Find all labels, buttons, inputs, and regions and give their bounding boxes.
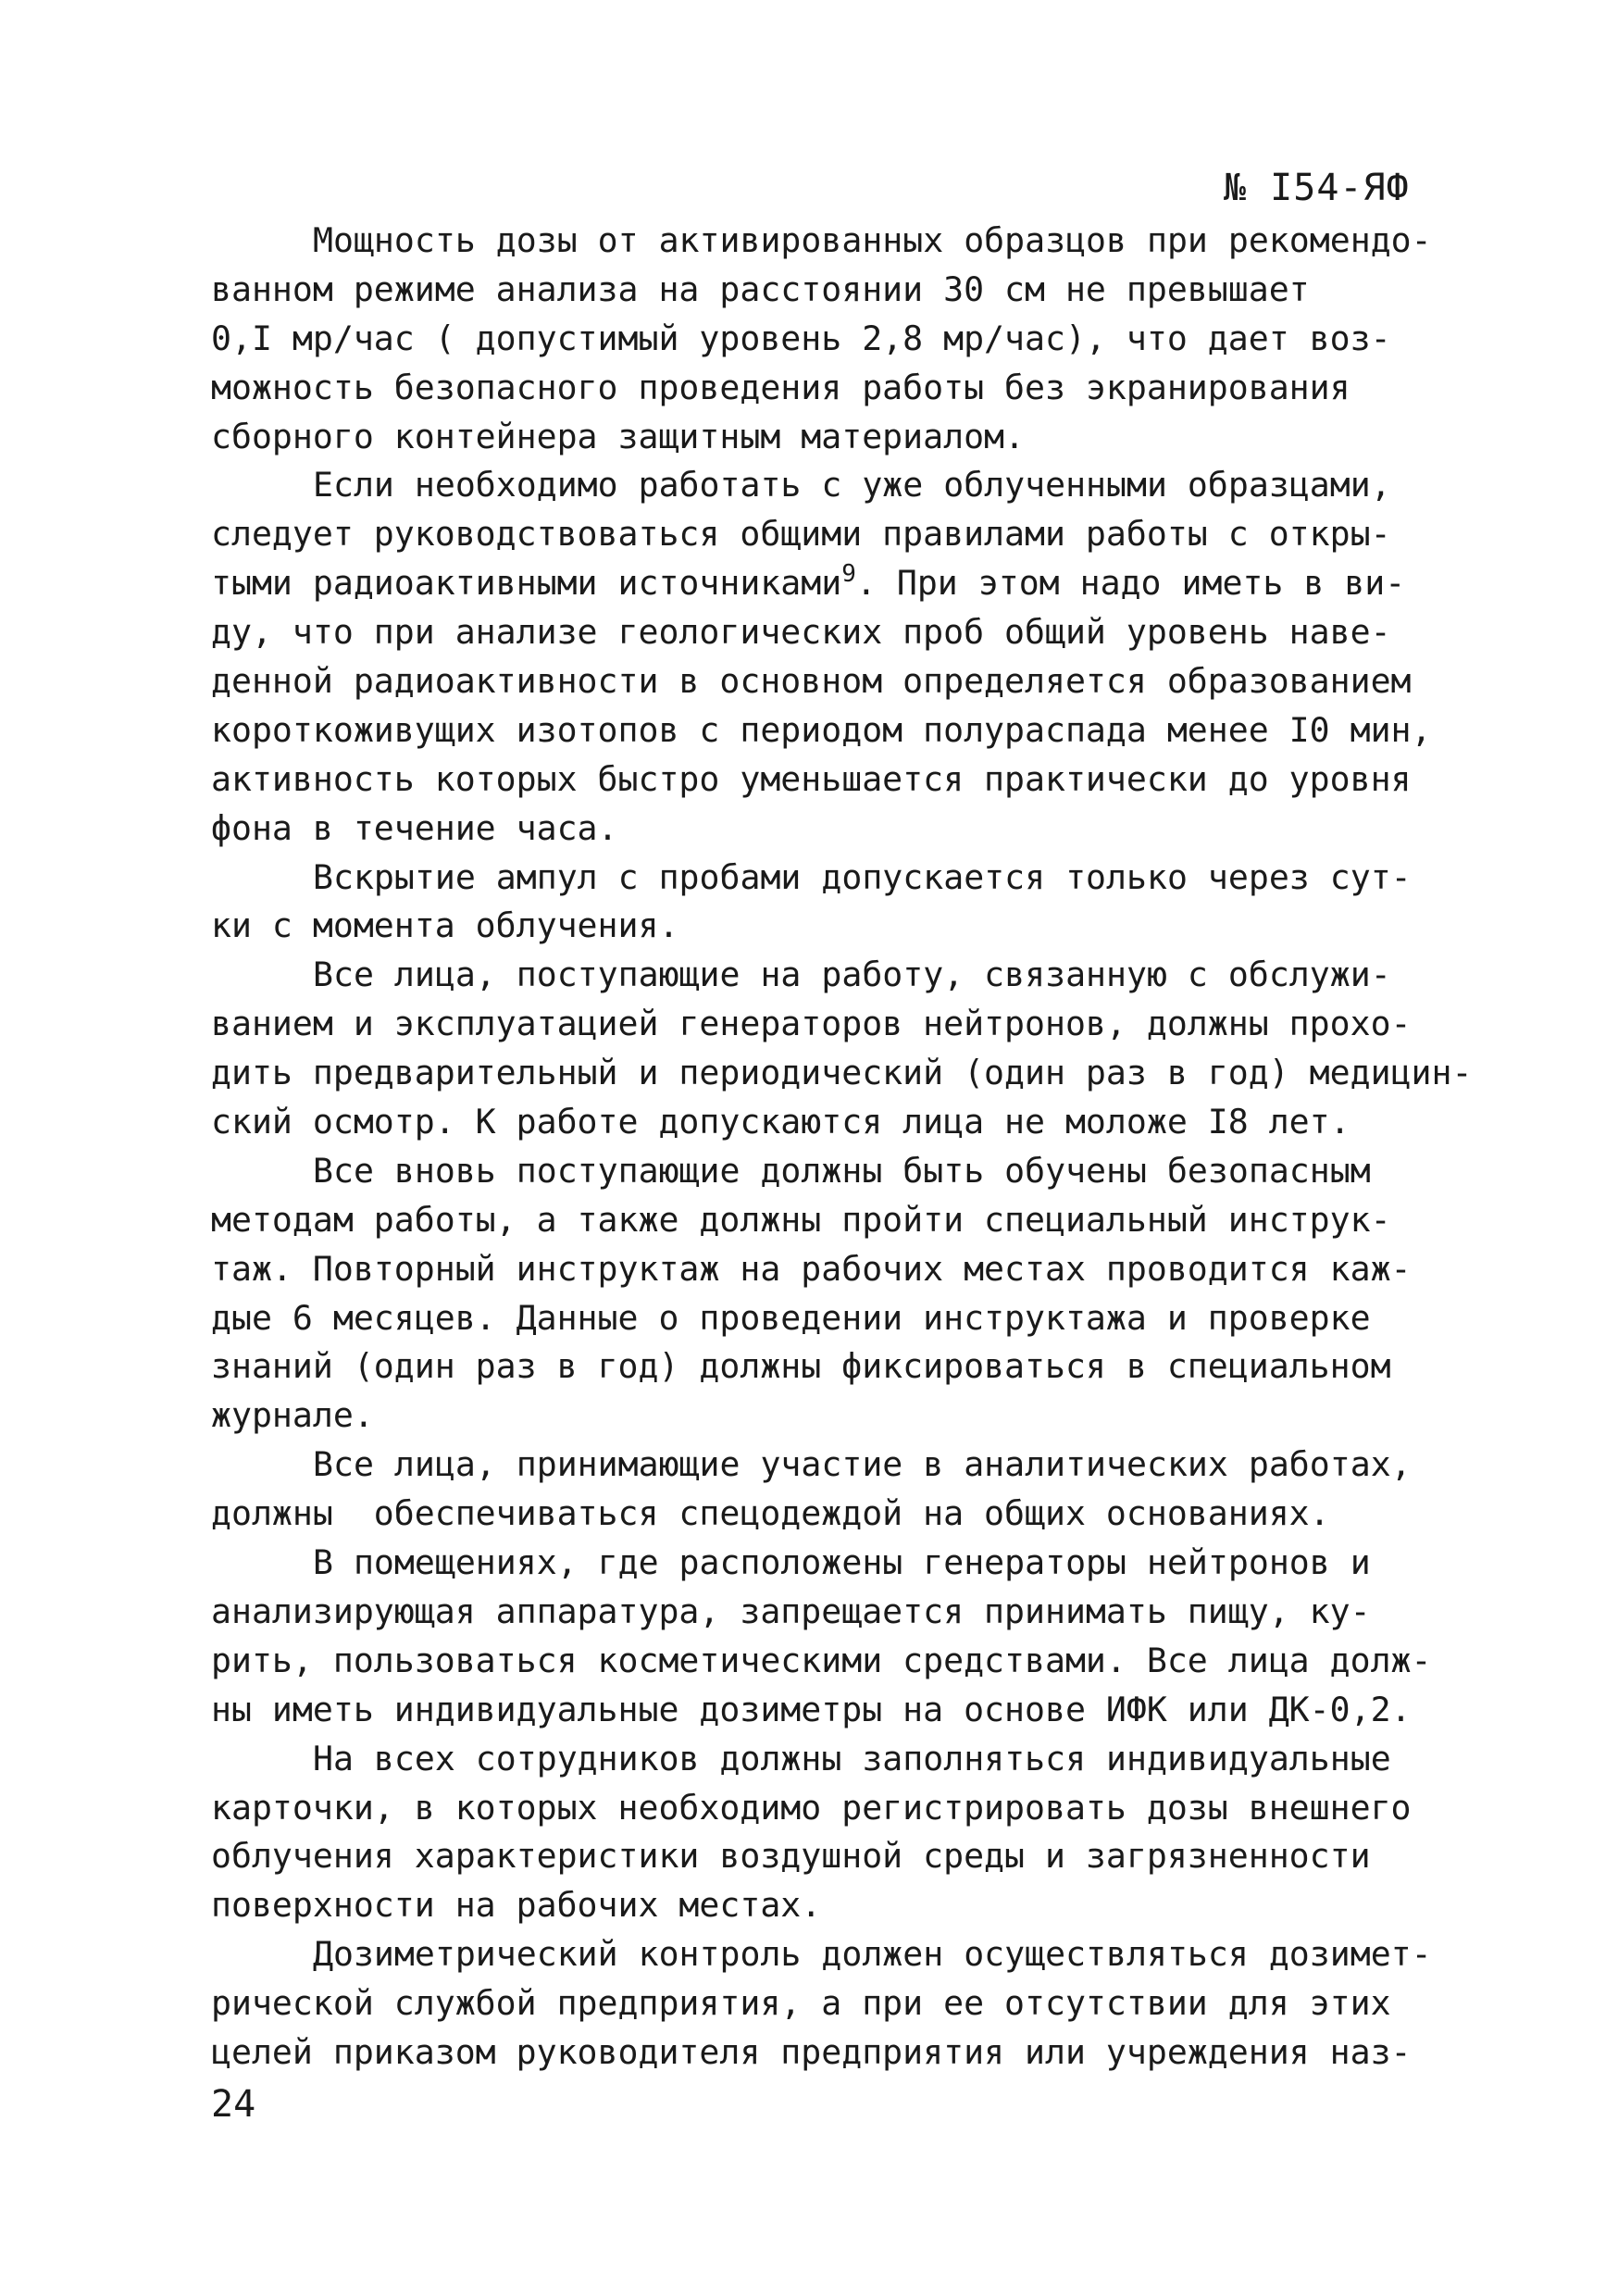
text-line: Все лица, поступающие на работу, связанную с обслужи- <box>313 955 1391 995</box>
text-line: ны иметь индивидуальные дозиметры на основе ИФК или ДК-0,2. <box>211 1689 1412 1729</box>
text-line: карточки, в которых необходимо регистрировать дозы внешнего <box>211 1787 1412 1828</box>
text-line: На всех сотрудников должны заполняться индивидуальные <box>313 1738 1391 1778</box>
text-line: сборного контейнера защитным материалом. <box>211 416 1025 456</box>
text-line: рической службой предприятия, а при ее отсутствии для этих <box>211 1983 1391 2024</box>
text-line: дые 6 месяцев. Данные о проведении инструктажа и проверке <box>211 1297 1371 1338</box>
page-number: 24 <box>211 2083 256 2126</box>
text-line: активность которых быстро уменьшается практически до уровня <box>211 758 1412 799</box>
text-line: ду, что при анализе геологических проб общий уровень наве- <box>211 612 1391 653</box>
body-text <box>211 217 1473 2078</box>
text-line: дить предварительный и периодический (один раз в год) медицин- <box>211 1053 1473 1093</box>
text-line: Все лица, принимающие участие в аналитических работах, <box>313 1444 1412 1485</box>
text-line: Если необходимо работать с уже облученными образцами, <box>313 465 1391 505</box>
text-line: ванием и эксплуатацией генераторов нейтронов, должны прохо- <box>211 1004 1412 1044</box>
text-line: рить, пользоваться косметическими средствами. Все лица долж- <box>211 1640 1432 1680</box>
document-number: № I54-ЯФ <box>1224 167 1410 209</box>
text-line: можность безопасного проведения работы без экранирования <box>211 367 1350 407</box>
text-line: целей приказом руководителя предприятия или учреждения наз- <box>211 2031 1412 2072</box>
text-line: Дозиметрический контроль должен осуществляться дозимет- <box>313 1934 1432 1975</box>
text-line: следует руководствоваться общими правилами работы с откры- <box>211 514 1391 555</box>
text-line: ванном режиме анализа на расстоянии 30 см не превышает <box>211 268 1310 309</box>
text-line: облучения характеристики воздушной среды и загрязненности <box>211 1836 1371 1877</box>
text-line: анализирующая аппаратура, запрещается принимать пищу, ку- <box>211 1591 1371 1631</box>
text-line: методам работы, а также должны пройти специальный инструк- <box>211 1199 1391 1240</box>
text-fragment: тыми радиоактивными источниками <box>211 563 842 604</box>
text-line: поверхности на рабочих местах. <box>211 1885 822 1926</box>
text-line: журнале. <box>211 1395 374 1436</box>
text-line: Вскрытие ампул с пробами допускается только через сут- <box>313 856 1412 897</box>
text-line: 0,I мр/час ( допустимый уровень 2,8 мр/час), что дает воз- <box>211 318 1391 358</box>
footnote-reference: 9 <box>841 560 856 589</box>
text-line: фона в течение часа. <box>211 807 618 848</box>
text-line: ки с момента облучения. <box>211 905 679 946</box>
text-line: таж. Повторный инструктаж на рабочих местах проводится каж- <box>211 1248 1412 1289</box>
text-line: должны обеспечиваться спецодеждой на общих основаниях. <box>211 1493 1330 1534</box>
text-line: короткоживущих изотопов с периодом полураспада менее I0 мин, <box>211 709 1432 750</box>
text-line: денной радиоактивности в основном определяется образованием <box>211 661 1412 702</box>
text-line: ский осмотр. К работе допускаются лица не моложе I8 лет. <box>211 1102 1350 1142</box>
text-line: знаний (один раз в год) должны фиксироваться в специальном <box>211 1346 1391 1387</box>
text-line: Мощность дозы от активированных образцов при рекомендо- <box>313 220 1432 260</box>
text-line-with-footnote <box>211 559 1433 608</box>
text-line: В помещениях, где расположены генераторы нейтронов и <box>313 1542 1371 1583</box>
text-line: Все вновь поступающие должны быть обучены безопасным <box>313 1150 1371 1191</box>
text-fragment: . При этом надо иметь в ви- <box>855 563 1406 604</box>
